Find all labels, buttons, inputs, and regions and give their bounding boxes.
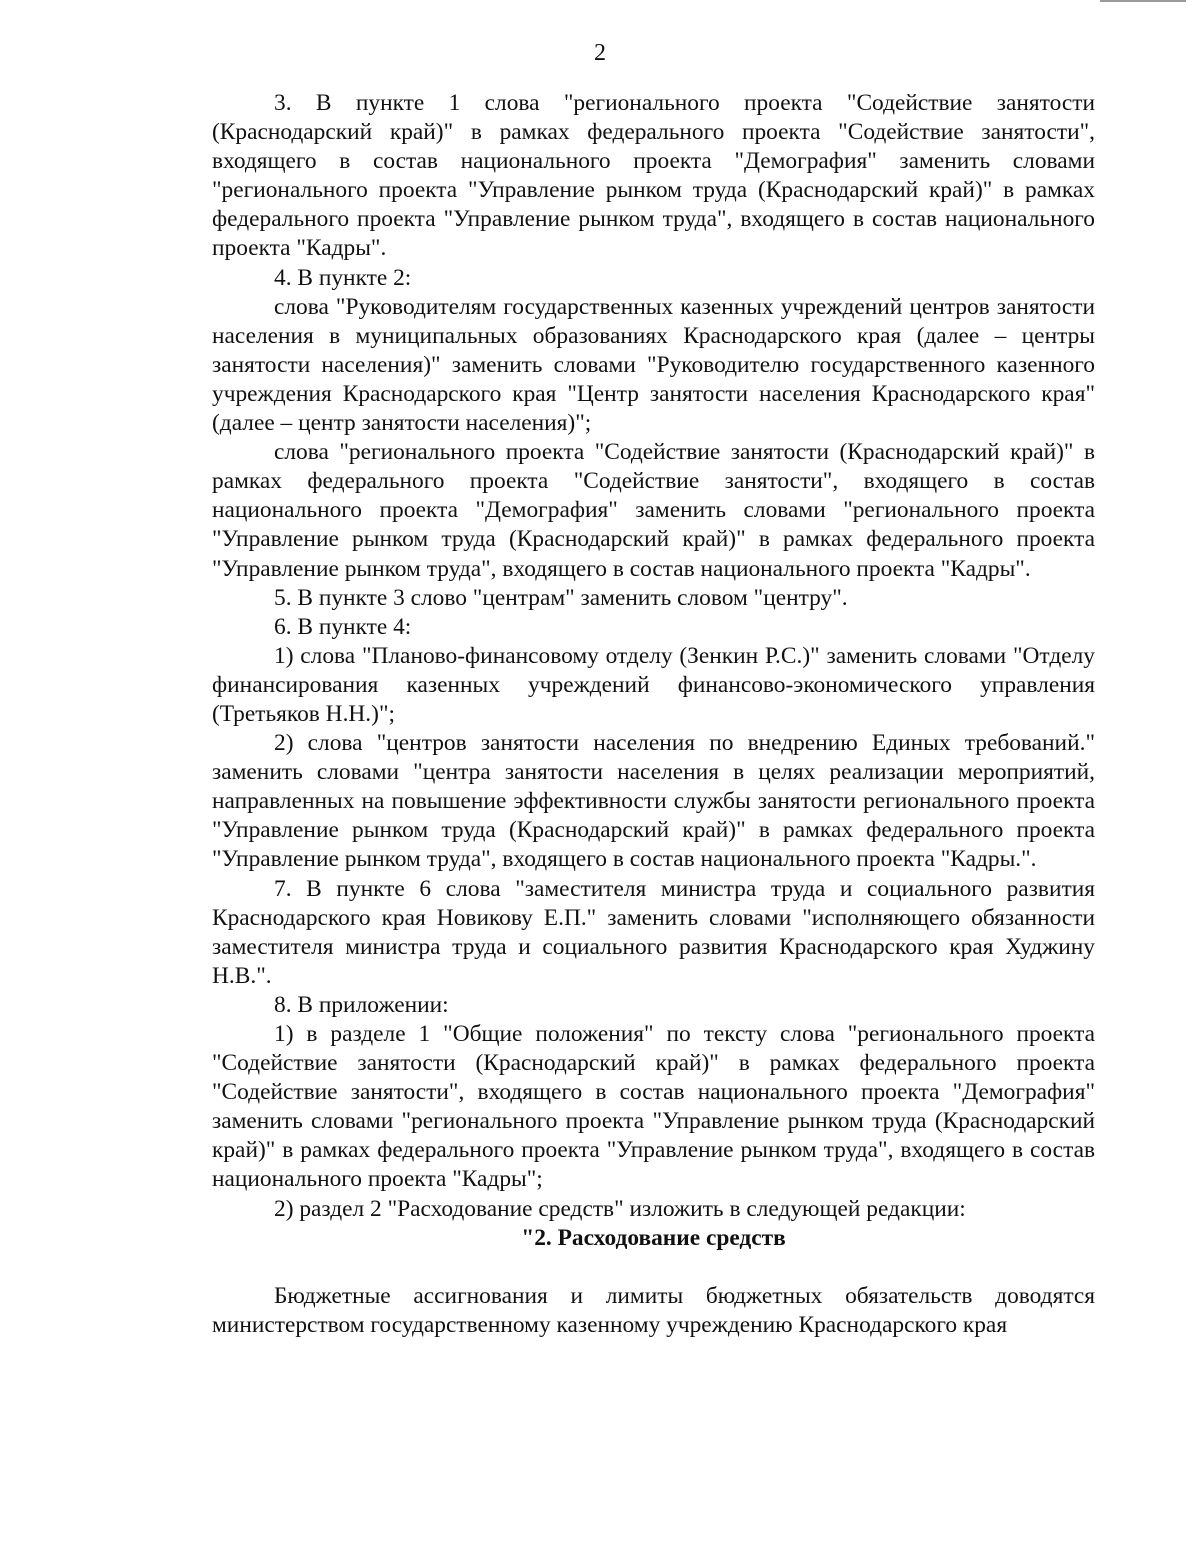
- paragraph-item-6-sub-1: 1) слова "Планово-финансовому отделу (Зенкин Р.С.)" заменить словами "Отделу финансирования казенных учреждений финансово-экономического управления (Третьяков Н.Н.)";: [212, 642, 1095, 727]
- paragraph-item-4-words-1: слова "Руководителям государственных казенных учреждений центров занятости населения в муниципальных образованиях Краснодарского края (далее – центры занятости населения)" заменить словами "Руководителю государственного казенного учреждения Краснодарского края "Центр занятости населения Краснодарского края" (далее – центр занятости населения)";: [212, 293, 1095, 437]
- section-heading: "2. Расходование средств: [521, 1224, 786, 1251]
- paragraph-item-7: 7. В пункте 6 слова "заместителя министра труда и социального развития Краснодарского края Новикову Е.П." заменить словами "исполняющего обязанности заместителя министра труда и социального развития Краснодарского края Худжину Н.В.".: [212, 875, 1095, 989]
- paragraph-budget: Бюджетные ассигнования и лимиты бюджетных обязательств доводятся министерством государственному казенному учреждению Краснодарского края: [212, 1282, 1095, 1338]
- paragraph-item-8: 8. В приложении:: [274, 991, 449, 1018]
- page-number: 2: [594, 40, 606, 66]
- paragraph-item-6: 6. В пункте 4:: [274, 613, 412, 640]
- paragraph-item-8-sub-2: 2) раздел 2 "Расходование средств" изложить в следующей редакции:: [274, 1195, 966, 1222]
- paragraph-item-6-sub-2: 2) слова "центров занятости населения по внедрению Единых требований." заменить словами "центра занятости населения в целях реализации мероприятий, направленных на повышение эффективности службы занятости регионального проекта "Управление рынком труда (Краснодарский край)" в рамках федерального проекта "Управление рынком труда", входящего в состав национального проекта "Кадры.".: [212, 730, 1095, 873]
- scan-corner-mark: [1100, 0, 1186, 2]
- paragraph-item-8-sub-1: 1) в разделе 1 "Общие положения" по тексту слова "регионального проекта "Содействие занятости (Краснодарский край)" в рамках федерального проекта "Содействие занятости", входящего в состав национального проекта "Демография" заменить словами "регионального проекта "Управление рынком труда (Краснодарский край)" в рамках федерального проекта "Управление рынком труда", входящего в состав национального проекта "Кадры";: [212, 1021, 1095, 1193]
- paragraph-item-3: 3. В пункте 1 слова "регионального проекта "Содействие занятости (Краснодарский край)" в рамках федерального проекта "Содействие занятости", входящего в состав национального проекта "Демография" заменить словами "регионального проекта "Управление рынком труда (Краснодарский край)" в рамках федерального проекта "Управление рынком труда", входящего в состав национального проекта "Кадры".: [212, 90, 1095, 262]
- paragraph-item-4: 4. В пункте 2:: [274, 264, 412, 291]
- document-body: [212, 89, 1095, 1340]
- paragraph-item-5: 5. В пункте 3 слово "центрам" заменить словом "центру".: [274, 584, 848, 611]
- paragraph-item-4-words-2: слова "регионального проекта "Содействие занятости (Краснодарский край)" в рамках федерального проекта "Содействие занятости", входящего в состав национального проекта "Демография" заменить словами "регионального проекта "Управление рынком труда (Краснодарский край)" в рамках федерального проекта "Управление рынком труда", входящего в состав национального проекта "Кадры".: [212, 439, 1095, 582]
